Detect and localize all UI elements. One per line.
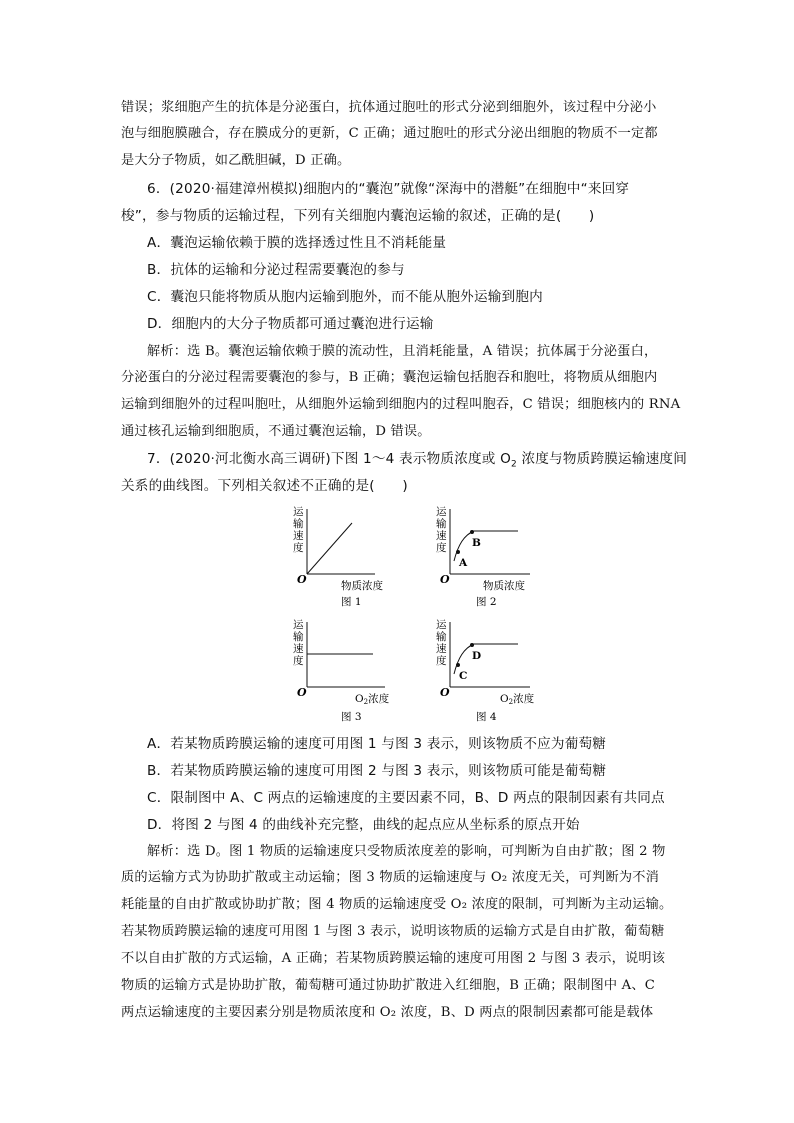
question-7-analysis: 物质的运输方式是协助扩散，葡萄糖可通过协助扩散进入红细胞，B 正确；限制图中 A、C [121, 978, 656, 993]
question-7-analysis: 不以自由扩散的方式运输，A 正确；若某物质跨膜运输的速度可用图 2 与图 3 表示，说明该 [121, 951, 666, 966]
question-7-option-b: B．若某物质跨膜运输的速度可用图 2 与图 3 表示，则该物质可能是葡萄糖 [147, 763, 607, 779]
point-b [470, 530, 474, 534]
point-label-c: C [459, 670, 468, 682]
y-axis-label: 度 [436, 542, 447, 554]
question-7-option-a: A．若某物质跨膜运输的速度可用图 1 与图 3 表示，则该物质不应为葡萄糖 [147, 736, 607, 752]
question-7-stem: 关系的曲线图。下列相关叙述不正确的是( ) [121, 478, 408, 494]
y-axis-label: 输 [436, 631, 447, 643]
figure-4 [430, 616, 560, 730]
y-axis-label: 度 [293, 542, 304, 554]
origin-label: O [297, 573, 307, 586]
y-axis-label: 运 [436, 506, 447, 518]
y-axis-label: 输 [436, 518, 447, 530]
y-axis-label: 运 [293, 619, 304, 631]
figure-1 [285, 503, 415, 617]
question-7-analysis: 解析：选 D。图 1 物质的运输速度只受物质浓度差的影响，可判断为自由扩散；图 2 物 [147, 844, 666, 859]
x-axis-label: 物质浓度 [483, 580, 525, 592]
y-axis-label: 度 [293, 655, 304, 667]
question-7-option-d: D．将图 2 与图 4 的曲线补充完整，曲线的起点应从坐标系的原点开始 [147, 817, 580, 833]
question-6-option-a: A．囊泡运输依赖于膜的选择透过性且不消耗能量 [147, 235, 447, 251]
y-axis-label: 输 [293, 631, 304, 643]
question-6-stem: 梭”，参与物质的运输过程，下列有关细胞内囊泡运输的叙述，正确的是( ) [121, 208, 595, 224]
point-label-a: A [459, 557, 468, 569]
y-axis-label: 运 [293, 506, 304, 518]
question-6-stem: 6．(2020·福建漳州模拟)细胞内的“囊泡”就像“深海中的潜艇”在细胞中“来回穿 [147, 181, 630, 197]
origin-label: O [297, 686, 307, 699]
point-label-d: D [472, 650, 482, 662]
y-axis-label: 速 [436, 643, 447, 655]
point-a [456, 550, 460, 554]
y-axis-label: 速 [293, 643, 304, 655]
y-axis-label: 输 [293, 518, 304, 530]
figure-caption: 图 2 [476, 596, 497, 608]
figure-3 [285, 616, 415, 730]
figure-caption: 图 3 [341, 711, 362, 723]
question-7-analysis: 质的运输方式为协助扩散或主动运输；图 3 物质的运输速度与 O₂ 浓度无关，可判断为不消 [121, 870, 659, 885]
figure-caption: 图 1 [341, 596, 362, 608]
question-6-analysis: 解析：选 B。囊泡运输依赖于膜的流动性，且消耗能量，A 错误；抗体属于分泌蛋白， [147, 344, 658, 359]
question-6-analysis: 通过核孔运输到细胞质，不通过囊泡运输，D 错误。 [121, 424, 431, 439]
curve-line [307, 523, 352, 574]
y-axis-label: 度 [436, 655, 447, 667]
question-6-analysis: 运输到细胞外的过程叫胞吐，从细胞外运输到细胞内的过程叫胞吞，C 错误；细胞核内的 RNA [121, 397, 681, 412]
x-axis-label: O2浓度 [500, 693, 535, 706]
question-7-stem: 7．(2020·河北衡水高三调研)下图 1～4 表示物质浓度或 $O_2$ 浓度与物质跨膜运输速度间 [147, 451, 687, 470]
figure-2 [430, 503, 560, 617]
x-axis-label: O2浓度 [355, 693, 390, 706]
figure-caption: 图 4 [476, 711, 497, 723]
origin-label: O [440, 686, 450, 699]
x-axis-label: 物质浓度 [341, 580, 383, 592]
question-6-analysis: 分泌蛋白的分泌过程需要囊泡的参与，B 正确；囊泡运输包括胞吞和胞吐，将物质从细胞内 [121, 370, 658, 385]
text-line: 错误；浆细胞产生的抗体是分泌蛋白，抗体通过胞吐的形式分泌到细胞外，该过程中分泌小 [121, 100, 657, 115]
question-7-option-c: C．限制图中 A、C 两点的运输速度的主要因素不同，B、D 两点的限制因素有共同点 [147, 790, 665, 806]
question-6-option-c: C．囊泡只能将物质从胞内运输到胞外，而不能从胞外运输到胞内 [147, 289, 543, 305]
question-6-option-d: D．细胞内的大分子物质都可通过囊泡进行运输 [147, 316, 434, 332]
point-label-b: B [472, 537, 481, 549]
question-6-option-b: B．抗体的运输和分泌过程需要囊泡的参与 [147, 262, 405, 278]
question-7-analysis: 耗能量的自由扩散或协助扩散；图 4 物质的运输速度受 O₂ 浓度的限制，可判断为主动运输。 [121, 897, 673, 912]
text-line: 是大分子物质，如乙酰胆碱，D 正确。 [121, 153, 351, 168]
y-axis-label: 速 [436, 530, 447, 542]
origin-label: O [440, 573, 450, 586]
question-7-analysis: 若某物质跨膜运输的速度可用图 1 与图 3 表示，说明该物质的运输方式是自由扩散，葡萄糖 [121, 924, 665, 939]
question-7-analysis: 两点运输速度的主要因素分别是物质浓度和 O₂ 浓度，B、D 两点的限制因素都可能是载体 [121, 1005, 654, 1020]
text-line: 泡与细胞膜融合，存在膜成分的更新，C 正确；通过胞吐的形式分泌出细胞的物质不一定都 [121, 126, 658, 141]
point-c [456, 663, 460, 667]
y-axis-label: 速 [293, 530, 304, 542]
point-d [470, 643, 474, 647]
y-axis-label: 运 [436, 619, 447, 631]
